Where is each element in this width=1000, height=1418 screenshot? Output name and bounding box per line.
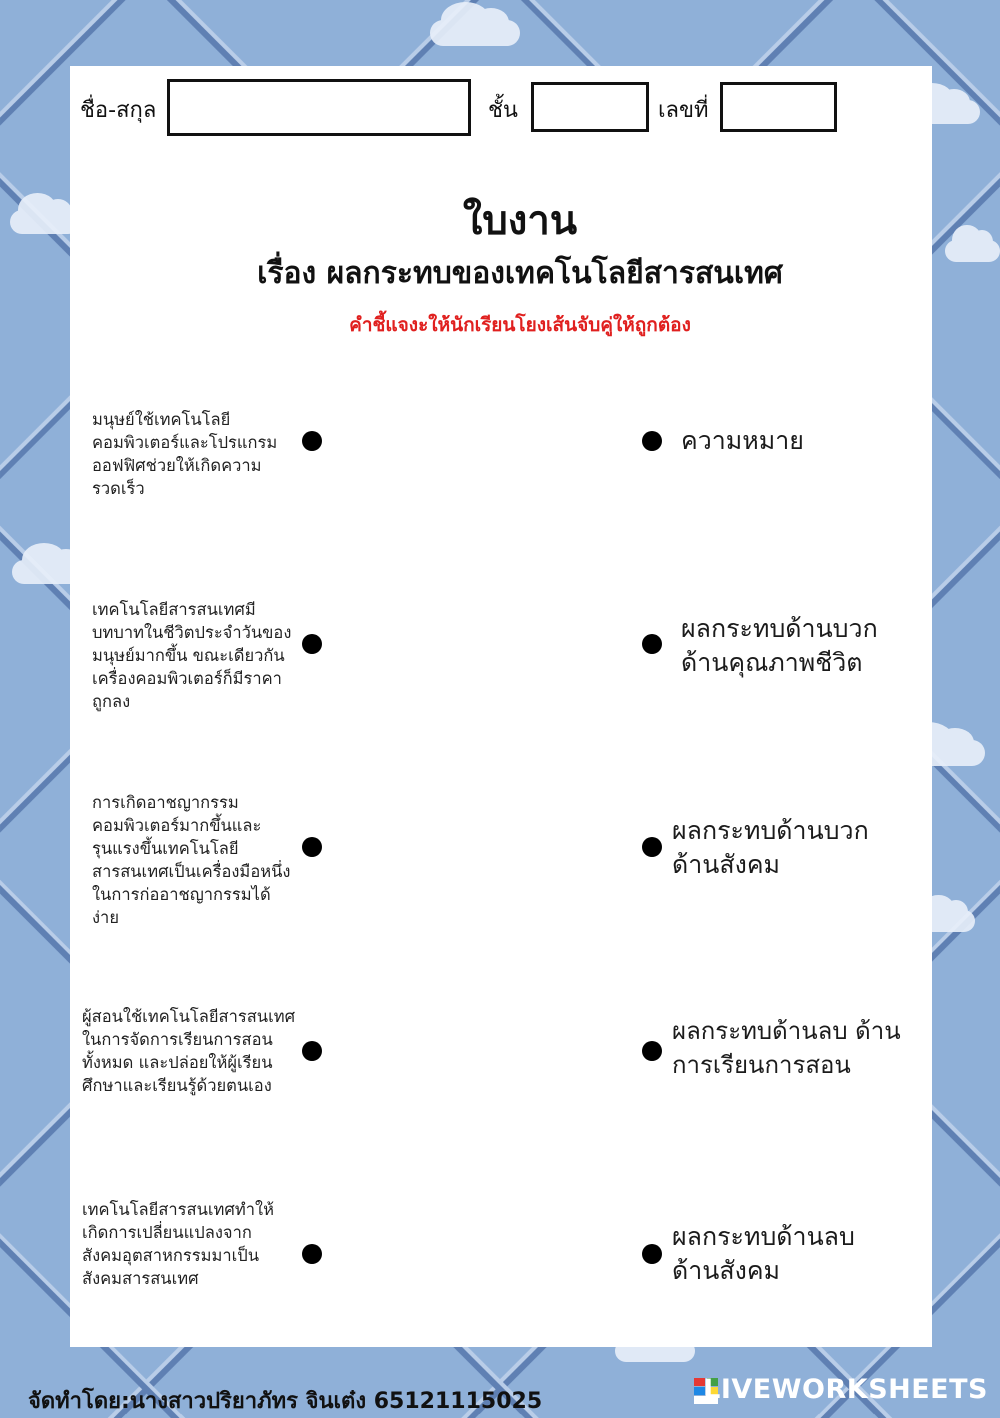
class-label: ชั้น <box>488 98 518 123</box>
author-credit: จัดทำโดย:นางสาวปริยาภัทร จินเต๋ง 65121115025 <box>28 1389 543 1414</box>
right-item-2: ผลกระทบด้านบวก ด้านคุณภาพชีวิต <box>681 614 878 677</box>
number-label: เลขที่ <box>658 98 709 123</box>
right-match-dot-3[interactable] <box>642 837 662 857</box>
right-item-3: ผลกระทบด้านบวก ด้านสังคม <box>672 816 869 879</box>
name-input[interactable] <box>167 79 471 136</box>
left-match-dot-5[interactable] <box>302 1244 322 1264</box>
left-item-2: เทคโนโลยีสารสนเทศมีบทบาทในชีวิตประจำวันของมนุษย์มากขึ้น ขณะเดียวกันเครื่องคอมพิวเตอร์ก็มีราคาถูกลง <box>92 600 292 711</box>
right-match-dot-1[interactable] <box>642 431 662 451</box>
right-item-4: ผลกระทบด้านลบ ด้านการเรียนการสอน <box>672 1017 901 1079</box>
left-item-5: เทคโนโลยีสารสนเทศทำให้เกิดการเปลี่ยนแปลงจากสังคมอุตสาหกรรมมาเป็นสังคมสารสนเทศ <box>82 1200 274 1288</box>
name-label: ชื่อ-สกุล <box>80 98 157 123</box>
brand-name: LIVEWORKSHEETS <box>703 1374 988 1405</box>
left-item-1: มนุษย์ใช้เทคโนโลยีคอมพิวเตอร์และโปรแกรมออฟฟิศช่วยให้เกิดความรวดเร็ว <box>92 410 278 498</box>
right-item-1: ความหมาย <box>681 426 804 455</box>
left-match-dot-2[interactable] <box>302 634 322 654</box>
class-input[interactable] <box>531 82 649 132</box>
left-item-4: ผู้สอนใช้เทคโนโลยีสารสนเทศในการจัดการเรียนการสอนทั้งหมด และปล่อยให้ผู้เรียนศึกษาและเรียนรู้ด้วยตนเอง <box>82 1007 296 1095</box>
instruction-text: คำชี้แจงะให้นักเรียนโยงเส้นจับคู่ให้ถูกต้อง <box>349 314 691 336</box>
cloud-decoration <box>430 20 520 46</box>
left-match-dot-4[interactable] <box>302 1041 322 1061</box>
right-item-5: ผลกระทบด้านลบ ด้านสังคม <box>672 1222 855 1285</box>
right-match-dot-4[interactable] <box>642 1041 662 1061</box>
left-match-dot-3[interactable] <box>302 837 322 857</box>
left-item-3: การเกิดอาชญากรรมคอมพิวเตอร์มากขึ้นและรุนแรงขึ้นเทคโนโลยีสารสนเทศเป็นเครื่องมือหนึ่งในการก่ออาชญากรรมได้ง่าย <box>92 793 291 927</box>
left-match-dot-1[interactable] <box>302 431 322 451</box>
right-match-dot-5[interactable] <box>642 1244 662 1264</box>
page-subtitle: เรื่อง ผลกระทบของเทคโนโลยีสารสนเทศ <box>257 256 783 291</box>
number-input[interactable] <box>720 82 837 132</box>
page-title: ใบงาน <box>462 198 578 244</box>
right-match-dot-2[interactable] <box>642 634 662 654</box>
